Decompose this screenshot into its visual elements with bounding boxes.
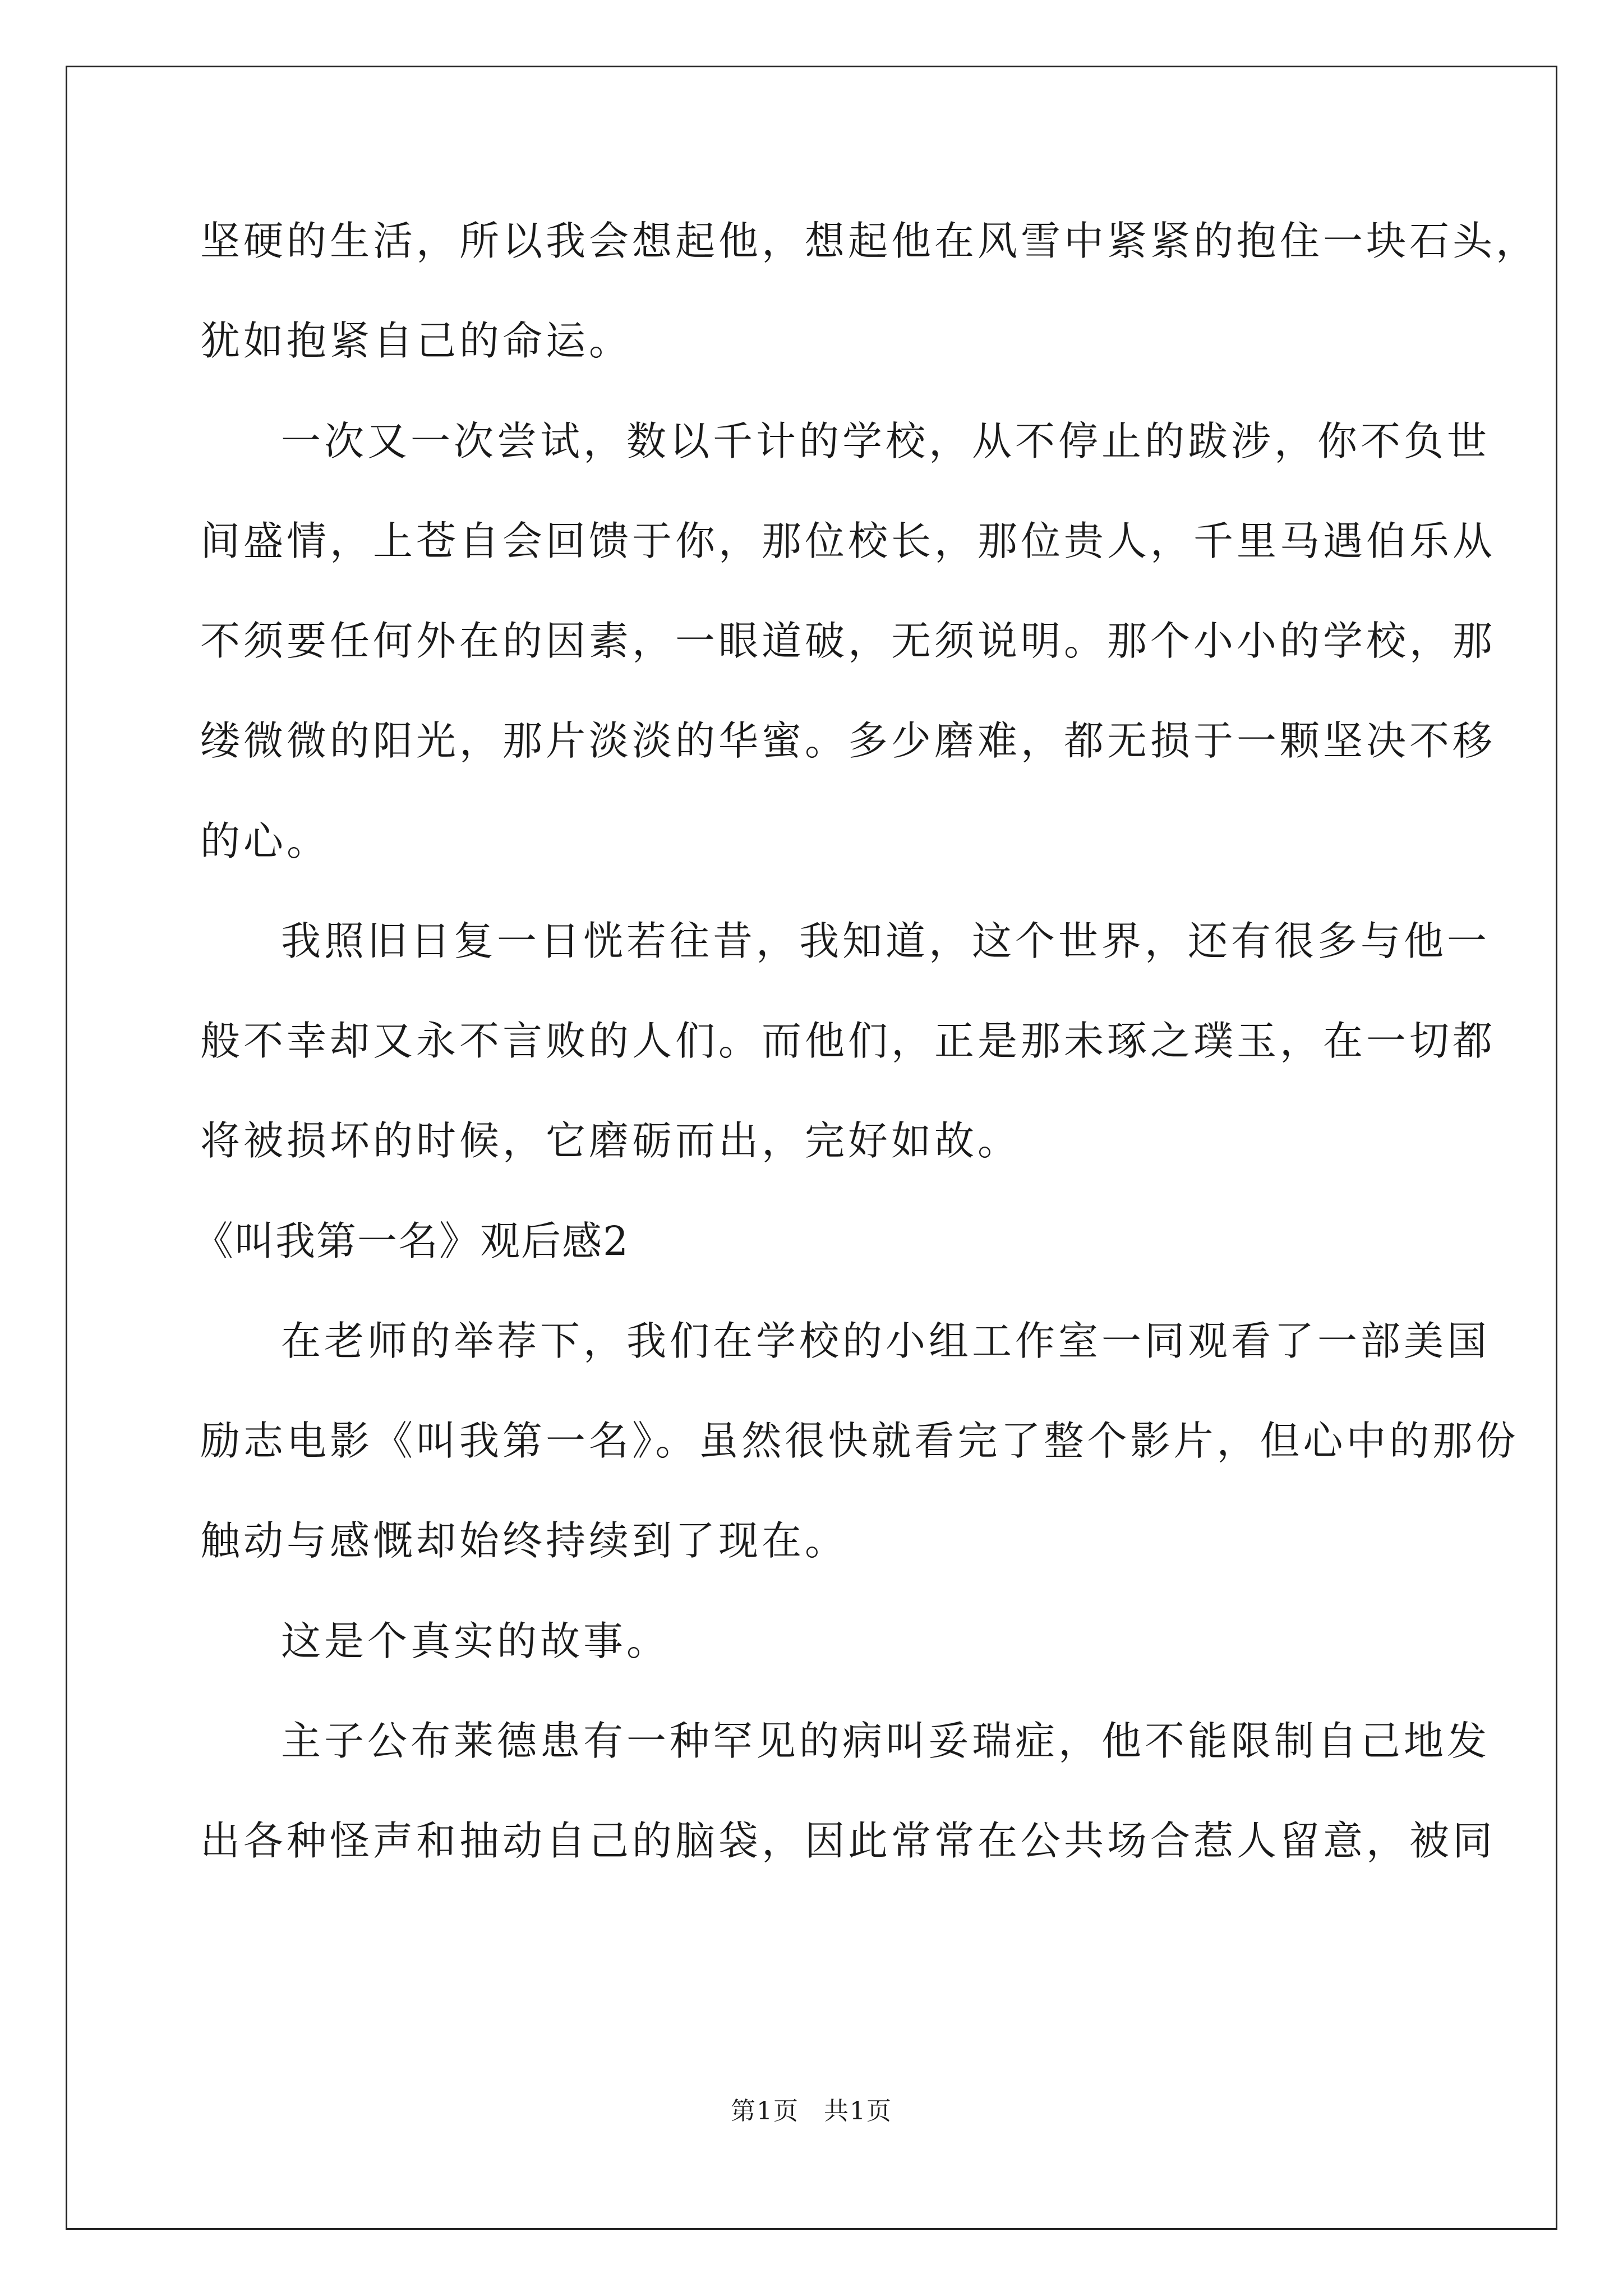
paragraph-line: 这是个真实的故事。	[281, 1618, 670, 1664]
paragraph-line: 在老师的举荐下，我们在学校的小组工作室一同观看了一部美国	[281, 1318, 1491, 1364]
paragraph-line: 主子公布莱德患有一种罕见的病叫妥瑞症，他不能限制自己地发	[281, 1718, 1491, 1764]
paragraph-line: 我照旧日复一日恍若往昔，我知道，这个世界，还有很多与他一	[281, 918, 1491, 964]
paragraph-line: 缕微微的阳光，那片淡淡的华蜜。多少磨难，都无损于一颗坚决不移	[200, 717, 1496, 764]
paragraph-line: 不须要任何外在的因素，一眼道破，无须说明。那个小小的学校，那	[200, 618, 1496, 664]
paragraph-line: 一次又一次尝试，数以千计的学校，从不停止的跋涉，你不负世	[281, 418, 1491, 464]
paragraph-line: 励志电影《叫我第一名》。虽然很快就看完了整个影片，但心中的那份	[200, 1418, 1519, 1464]
paragraph-line: 间盛情，上苍自会回馈于你，那位校长，那位贵人，千里马遇伯乐从	[200, 518, 1496, 564]
paragraph-line: 犹如抱紧自己的命运。	[200, 318, 633, 364]
page-footer	[0, 2096, 1623, 2127]
paragraph-line: 触动与感慨却始终持续到了现在。	[200, 1517, 849, 1564]
section-title: 《叫我第一名》观后感2	[193, 1218, 630, 1264]
paragraph-line: 般不幸却又永不言败的人们。而他们，正是那未琢之璞玉，在一切都	[200, 1018, 1496, 1064]
page-number: 第1页	[731, 2097, 799, 2125]
paragraph-line: 出各种怪声和抽动自己的脑袋，因此常常在公共场合惹人留意，被同	[200, 1818, 1496, 1864]
paragraph-line: 的心。	[200, 818, 330, 864]
page-total: 共1页	[824, 2097, 892, 2125]
paragraph-line: 将被损坏的时候，它磨砺而出，完好如故。	[200, 1117, 1021, 1164]
paragraph-line: 坚硬的生活，所以我会想起他，想起他在风雪中紧紧的抱住一块石头，	[200, 218, 1539, 264]
